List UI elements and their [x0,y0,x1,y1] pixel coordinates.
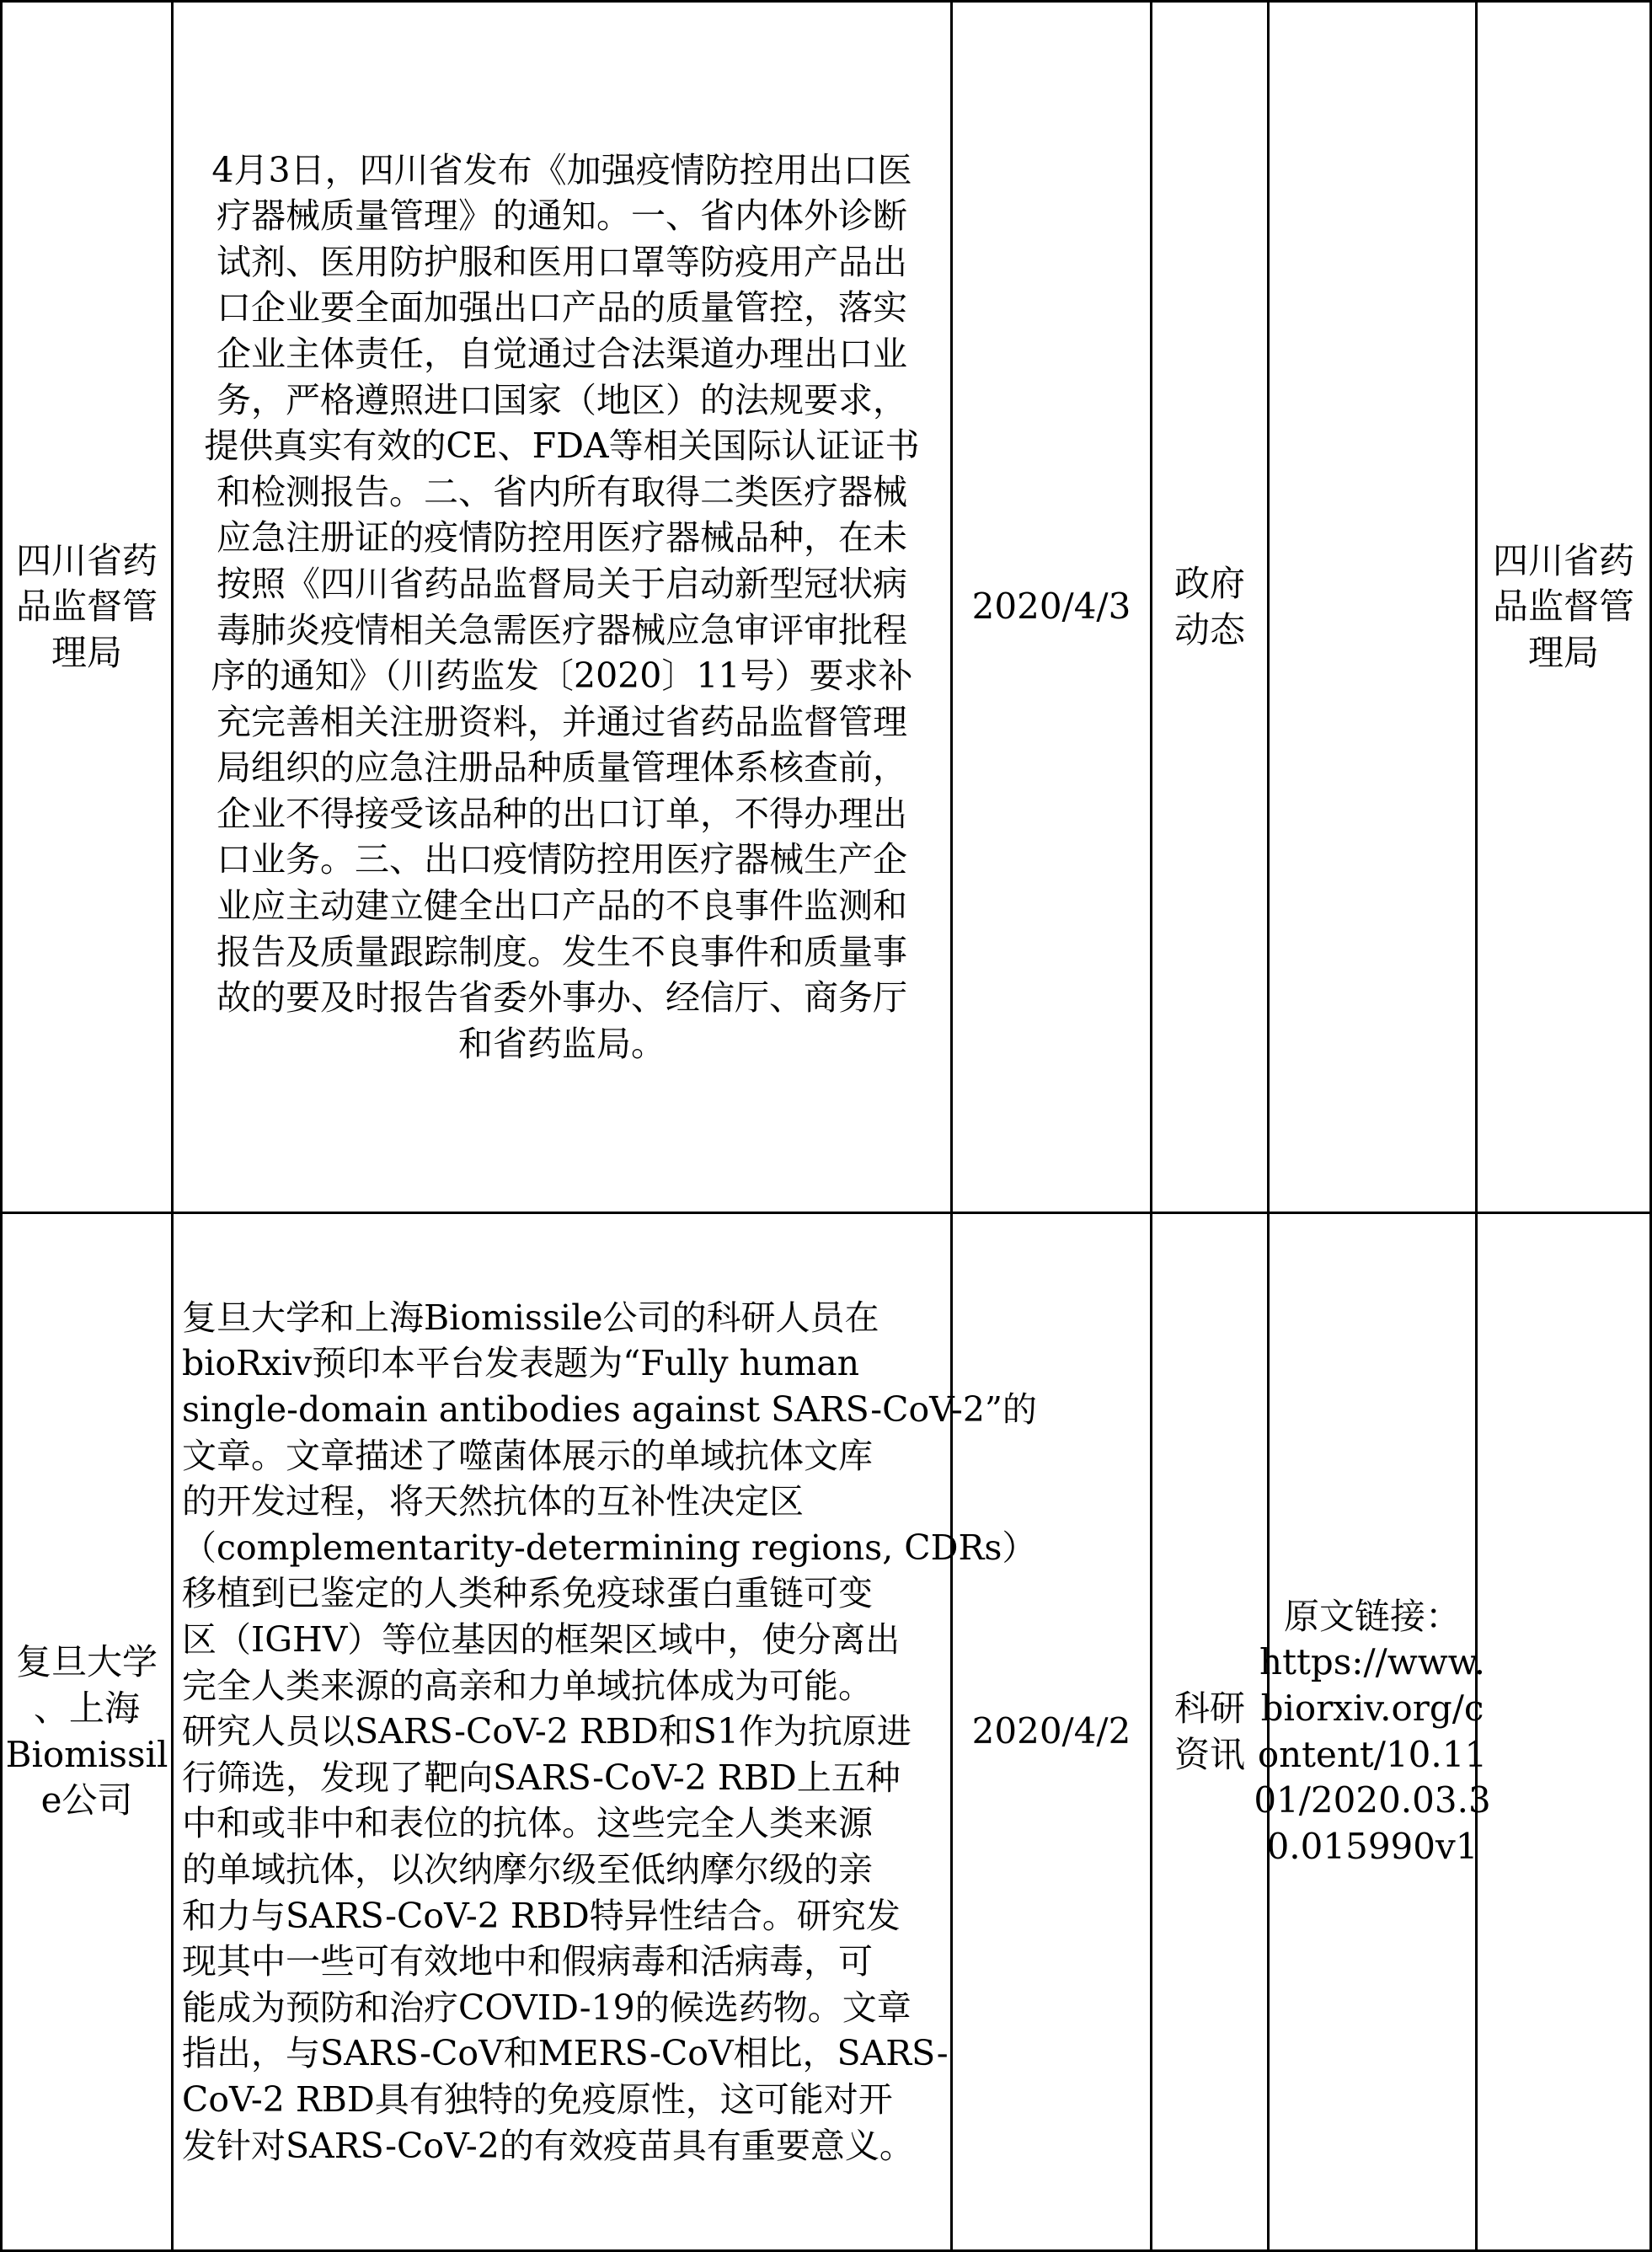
row1-date [960,584,1143,630]
text-line: 2020/4/2 [971,1710,1131,1752]
text-line: 的单域抗体，以次纳摩尔级至低纳摩尔级的亲 [182,1848,873,1890]
row2-description [182,1295,1037,2169]
row1-category-cell [1150,0,1270,1214]
text-line: 充完善相关注册资料，并通过省药品监督管理 [217,701,907,742]
text-line: 复旦大学和上海Biomissile公司的科研人员在 [182,1297,879,1338]
text-line: https://www. [1259,1641,1485,1683]
row2-description-cell [171,1212,1037,2252]
text-line: 4月3日，四川省发布《加强疫情防控用出口医 [211,149,912,190]
text-line: 2020/4/3 [971,586,1131,628]
text-line: 故的要及时报告省委外事办、经信厅、商务厅 [217,977,907,1019]
text-line: 移植到已鉴定的人类种系免疫球蛋白重链可变 [182,1573,873,1614]
row2-blank-cell [1475,1212,1652,2252]
text-line: 完全人类来源的高亲和力单域抗体成为可能。 [182,1665,873,1706]
row1-org [9,538,164,677]
text-line: 和检测报告。二、省内所有取得二类医疗器械 [217,471,907,512]
text-line: 品监督管 [15,586,158,628]
row2-category-cell [1150,1212,1270,2252]
text-line: 报告及质量跟踪制度。发生不良事件和质量事 [217,931,907,972]
text-line: 动态 [1174,608,1245,650]
text-line: 疗器械质量管理》的通知。一、省内体外诊断 [217,195,907,237]
text-line: single-domain antibodies against SARS-CoV-2”的 [182,1389,1037,1431]
text-line: 和力与SARS-CoV-2 RBD特异性结合。研究发 [182,1895,901,1936]
text-line: Biomissil [5,1733,168,1775]
text-line: 应急注册证的疫情防控用医疗器械品种，在未 [217,517,907,559]
row1-blank-cell [1267,0,1478,1214]
row1-description [184,147,940,1067]
text-line: 理局 [1527,631,1599,673]
text-line: 现其中一些可有效地中和假病毒和活病毒，可 [182,1941,873,1982]
text-line: ontent/10.11 [1257,1733,1488,1775]
row1-category [1159,561,1260,653]
text-line: 行筛选，发现了靶向SARS-CoV-2 RBD上五种 [182,1757,901,1798]
text-line: 中和或非中和表位的抗体。这些完全人类来源 [182,1803,873,1844]
text-line: bioRxiv预印本平台发表题为“Fully human [182,1343,860,1384]
row1-source-cell [1475,0,1652,1214]
text-line: （complementarity-determining regions, CDRs） [182,1527,1037,1568]
row2-org [5,1640,168,1823]
row2-source [1254,1594,1491,1870]
text-line: 资讯 [1174,1733,1245,1775]
text-line: 提供真实有效的CE、FDA等相关国际认证证书 [204,425,920,467]
text-line: 指出，与SARS-CoV和MERS-CoV相比，SARS- [182,2033,949,2074]
text-line: 企业不得接受该品种的出口订单，不得办理出 [217,793,907,834]
text-line: 试剂、医用防护服和医用口罩等防疫用产品出 [217,241,907,282]
text-line: 0.015990v1 [1266,1825,1478,1867]
row2-date-cell [950,1212,1152,2252]
text-line: 文章。文章描述了噬菌体展示的单域抗体文库 [182,1435,873,1476]
text-line: 品监督管 [1492,586,1634,628]
text-line: 理局 [51,631,122,673]
text-line: 毒肺炎疫情相关急需医疗器械应急审评审批程 [217,609,907,650]
row1-description-cell [171,0,953,1214]
text-line: e公司 [40,1779,133,1821]
text-line: 四川省药 [1492,539,1634,581]
row2-source-cell [1254,1212,1491,2252]
row1-source [1484,538,1643,677]
text-line: 发针对SARS-CoV-2的有效疫苗具有重要意义。 [182,2125,914,2166]
text-line: 、上海 [33,1687,140,1729]
row2-org-cell [0,1212,174,2252]
text-line: 口业务。三、出口疫情防控用医疗器械生产企 [217,839,907,880]
text-line: 区（IGHV）等位基因的框架区域中，使分离出 [182,1619,901,1661]
row2-date [960,1709,1143,1755]
text-line: 的开发过程，将天然抗体的互补性决定区 [182,1481,804,1522]
text-line: 口企业要全面加强出口产品的质量管控，落实 [217,287,907,329]
text-line: 科研 [1174,1687,1245,1729]
text-line: 复旦大学 [15,1641,158,1683]
text-line: 四川省药 [15,539,158,581]
text-line: 和省药监局。 [458,1023,666,1064]
text-line: 能成为预防和治疗COVID-19的候选药物。文章 [182,1987,912,2028]
text-line: 研究人员以SARS-CoV-2 RBD和S1作为抗原进 [182,1711,912,1752]
text-line: 01/2020.03.3 [1254,1779,1491,1821]
text-line: 政府 [1174,562,1245,604]
text-line: 按照《四川省药品监督局关于启动新型冠状病 [217,563,907,604]
text-line: CoV-2 RBD具有独特的免疫原性，这可能对开 [182,2078,893,2120]
row1-org-cell [0,0,174,1214]
text-line: biorxiv.org/c [1260,1687,1484,1729]
text-line: 局组织的应急注册品种质量管理体系核查前， [217,747,907,789]
text-line: 务，严格遵照进口国家（地区）的法规要求， [217,379,907,420]
text-line: 业应主动建立健全出口产品的不良事件监测和 [217,885,907,927]
text-line: 原文链接： [1283,1595,1461,1637]
text-line: 序的通知》（川药监发〔2020〕11号）要求补 [211,655,913,697]
row2-category [1159,1686,1260,1778]
text-line: 企业主体责任，自觉通过合法渠道办理出口业 [217,333,907,374]
row1-date-cell [950,0,1152,1214]
